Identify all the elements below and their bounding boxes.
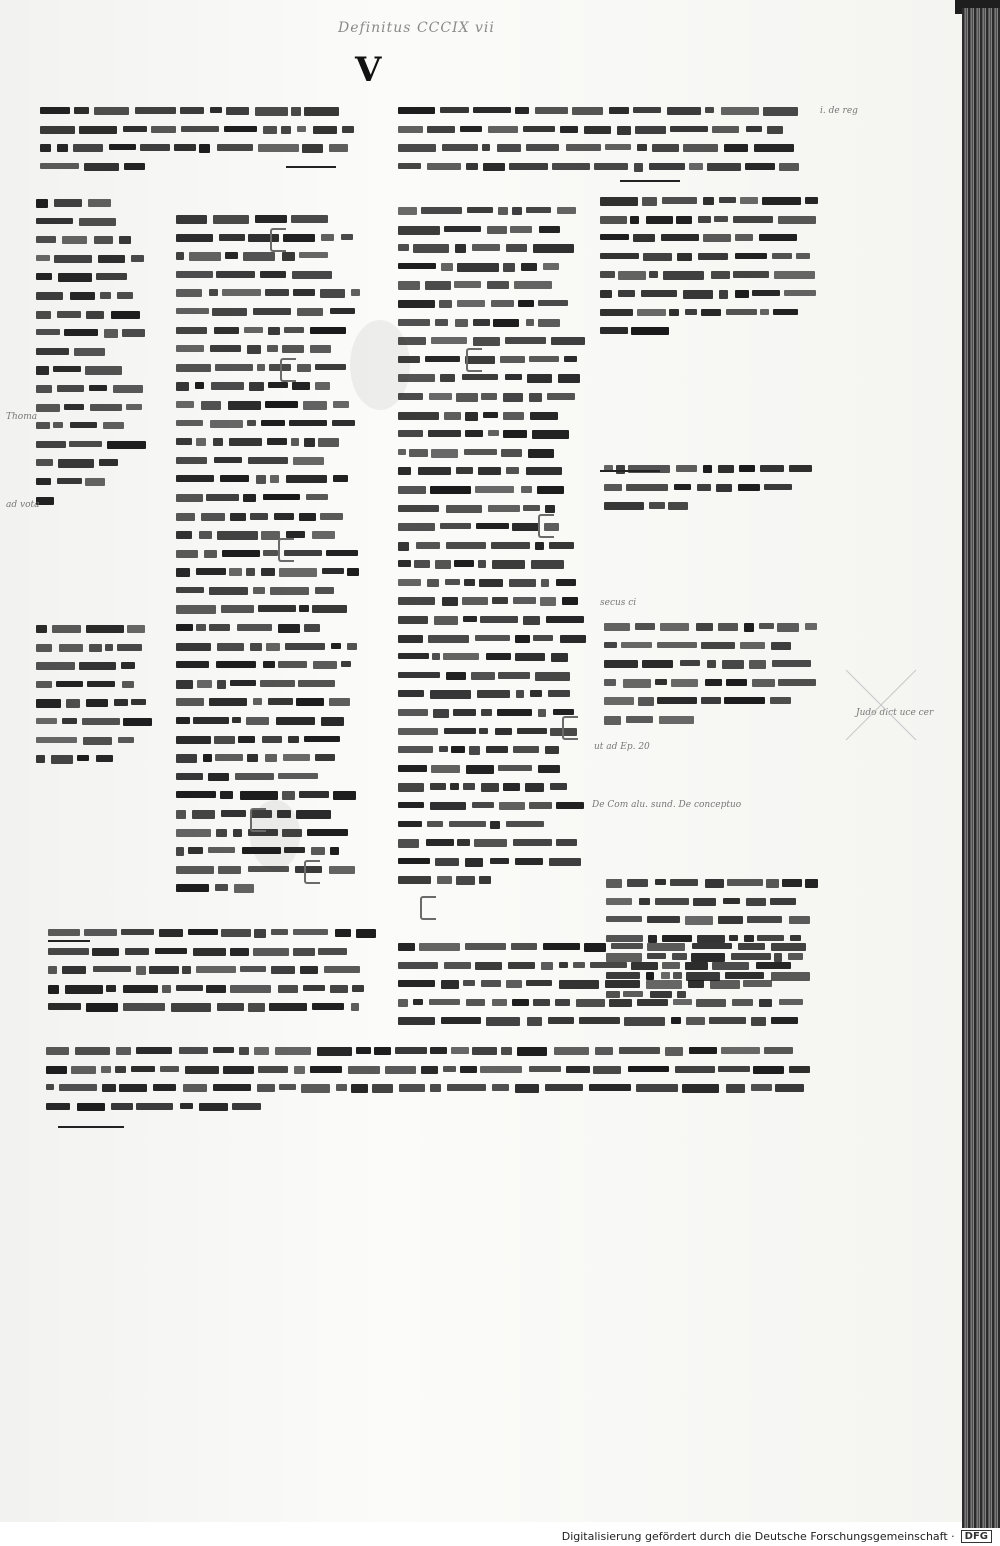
script-line: [600, 306, 822, 320]
gloss-block-top-right: [398, 104, 816, 178]
gloss-block-right: [600, 194, 822, 343]
script-line: [398, 613, 588, 627]
marginal-note: Judo dict uce cer: [856, 708, 934, 718]
script-line: [600, 250, 822, 264]
gloss-block-left-middle: [36, 622, 156, 771]
script-line: [604, 676, 824, 690]
script-line: [176, 602, 362, 616]
script-line: [398, 940, 816, 954]
script-line: [398, 706, 588, 720]
underline: [600, 470, 660, 472]
script-line: [176, 733, 362, 747]
script-line: [398, 464, 588, 478]
script-line: [46, 1081, 826, 1095]
gloss-block-left-narrow: [36, 196, 148, 512]
script-line: [398, 855, 588, 869]
script-line: [36, 233, 148, 247]
script-line: [36, 326, 148, 340]
decorated-initial: V: [355, 50, 382, 90]
script-line: [398, 650, 588, 664]
script-line: [176, 788, 362, 802]
script-line: [46, 1044, 826, 1058]
underline: [620, 180, 680, 182]
script-line: [398, 123, 816, 137]
script-line: [398, 669, 588, 683]
script-line: [36, 419, 148, 433]
running-head: Definitus CCCIX vii: [338, 20, 495, 36]
script-line: [176, 807, 362, 821]
script-line: [398, 1014, 816, 1028]
gloss-block-bottom-full: [46, 1044, 826, 1118]
paragraph-mark: [562, 716, 578, 740]
marginal-note: Thoma: [6, 412, 38, 422]
script-line: [398, 594, 588, 608]
script-line: [176, 417, 362, 431]
script-line: [36, 215, 148, 229]
marginal-note: i. de reg: [820, 106, 858, 116]
script-line: [398, 762, 588, 776]
script-line: [398, 104, 816, 118]
script-line: [398, 996, 816, 1010]
script-line: [398, 743, 588, 757]
script-line: [176, 584, 362, 598]
script-line: [176, 751, 362, 765]
script-line: [398, 204, 588, 218]
script-line: [176, 286, 362, 300]
script-line: [398, 959, 816, 973]
underline: [286, 166, 336, 168]
script-line: [46, 1100, 826, 1114]
script-line: [398, 446, 588, 460]
script-line: [176, 826, 362, 840]
script-line: [176, 472, 362, 486]
script-line: [36, 456, 148, 470]
script-line: [36, 289, 148, 303]
script-line: [398, 576, 588, 590]
marginal-note: De Com alu. sund. De conceptuo: [592, 800, 742, 810]
script-line: [36, 752, 156, 766]
script-line: [36, 252, 148, 266]
script-line: [176, 398, 362, 412]
script-line: [604, 713, 824, 727]
script-line: [176, 305, 362, 319]
script-line: [176, 361, 362, 375]
page-edges: [962, 8, 1000, 1528]
paragraph-mark: [250, 808, 266, 832]
script-line: [176, 379, 362, 393]
script-line: [604, 694, 824, 708]
script-line: [398, 409, 588, 423]
script-line: [176, 491, 362, 505]
script-line: [176, 324, 362, 338]
script-line: [176, 621, 362, 635]
script-line: [398, 390, 588, 404]
main-text-column-2: [398, 204, 588, 892]
script-line: [176, 695, 362, 709]
script-line: [48, 982, 378, 996]
script-line: [398, 520, 588, 534]
script-line: [36, 715, 156, 729]
script-line: [36, 622, 156, 636]
script-line: [36, 363, 148, 377]
script-line: [606, 913, 820, 927]
marginal-note: ad vota: [6, 500, 40, 510]
script-line: [176, 268, 362, 282]
script-line: [600, 213, 822, 227]
script-line: [398, 160, 816, 174]
script-line: [176, 528, 362, 542]
script-line: [398, 502, 588, 516]
script-line: [604, 481, 820, 495]
script-line: [36, 196, 148, 210]
script-line: [176, 249, 362, 263]
script-line: [398, 334, 588, 348]
script-line: [176, 844, 362, 858]
script-line: [600, 194, 822, 208]
script-line: [176, 565, 362, 579]
script-line: [398, 260, 588, 274]
script-line: [176, 640, 362, 654]
script-line: [398, 799, 588, 813]
script-line: [176, 342, 362, 356]
script-line: [398, 539, 588, 553]
pencil-cross-mark: [836, 660, 926, 750]
script-line: [398, 725, 588, 739]
script-line: [600, 231, 822, 245]
script-line: [398, 223, 588, 237]
script-line: [46, 1063, 826, 1077]
script-line: [398, 687, 588, 701]
script-line: [398, 836, 588, 850]
script-line: [36, 475, 148, 489]
script-line: [36, 696, 156, 710]
script-line: [600, 324, 822, 338]
script-line: [36, 678, 156, 692]
script-line: [398, 141, 816, 155]
script-line: [604, 620, 824, 634]
script-line: [36, 270, 148, 284]
script-line: [398, 427, 588, 441]
script-line: [176, 770, 362, 784]
script-line: [36, 308, 148, 322]
paragraph-mark: [304, 860, 320, 884]
script-line: [398, 557, 588, 571]
script-line: [176, 547, 362, 561]
footer-credit: [561, 1527, 1000, 1546]
script-line: [398, 353, 588, 367]
paragraph-mark: [420, 896, 436, 920]
script-line: [176, 510, 362, 524]
script-line: [604, 657, 824, 671]
script-line: [600, 268, 822, 282]
script-line: [606, 876, 820, 890]
script-line: [176, 658, 362, 672]
script-line: [604, 462, 820, 476]
script-line: [398, 977, 816, 991]
script-line: [36, 382, 148, 396]
script-line: [600, 287, 822, 301]
script-line: [398, 241, 588, 255]
script-line: [176, 212, 362, 226]
script-line: [176, 231, 362, 245]
script-line: [176, 435, 362, 449]
script-line: [176, 454, 362, 468]
gloss-block-right-3: [604, 620, 824, 732]
script-line: [40, 123, 358, 137]
script-line: [604, 639, 824, 653]
paragraph-mark: [270, 228, 286, 252]
script-line: [398, 371, 588, 385]
script-line: [40, 104, 358, 118]
gloss-block-bottom-left: [48, 926, 378, 1019]
paragraph-mark: [538, 514, 554, 538]
script-line: [48, 926, 378, 940]
script-line: [604, 499, 820, 513]
script-line: [398, 632, 588, 646]
script-line: [398, 873, 588, 887]
gloss-block-bottom-right: [398, 940, 816, 1033]
script-line: [398, 316, 588, 330]
script-line: [176, 714, 362, 728]
script-line: [36, 345, 148, 359]
script-line: [398, 278, 588, 292]
script-line: [36, 401, 148, 415]
script-line: [36, 734, 156, 748]
dfg-logo: DFG: [961, 1530, 992, 1543]
script-line: [606, 895, 820, 909]
main-text-column-1: [176, 212, 362, 900]
script-line: [398, 483, 588, 497]
script-line: [398, 297, 588, 311]
paragraph-mark: [466, 348, 482, 372]
footer-text: Digitalisierung gefördert durch die Deutsche Forschungsgemeinschaft ·: [561, 1530, 955, 1543]
script-line: [36, 641, 156, 655]
script-line: [398, 818, 588, 832]
script-line: [398, 780, 588, 794]
paragraph-mark: [278, 538, 294, 562]
script-line: [36, 494, 148, 508]
script-line: [36, 659, 156, 673]
marginal-note: ut ad Ep. 20: [594, 742, 650, 752]
script-line: [40, 141, 358, 155]
script-line: [48, 963, 378, 977]
paragraph-mark: [280, 358, 296, 382]
script-line: [36, 438, 148, 452]
marginal-note: secus ci: [600, 598, 637, 608]
script-line: [176, 863, 362, 877]
script-line: [48, 945, 378, 959]
underline: [58, 1126, 124, 1128]
underline: [48, 940, 90, 942]
script-line: [176, 881, 362, 895]
script-line: [176, 677, 362, 691]
script-line: [48, 1000, 378, 1014]
